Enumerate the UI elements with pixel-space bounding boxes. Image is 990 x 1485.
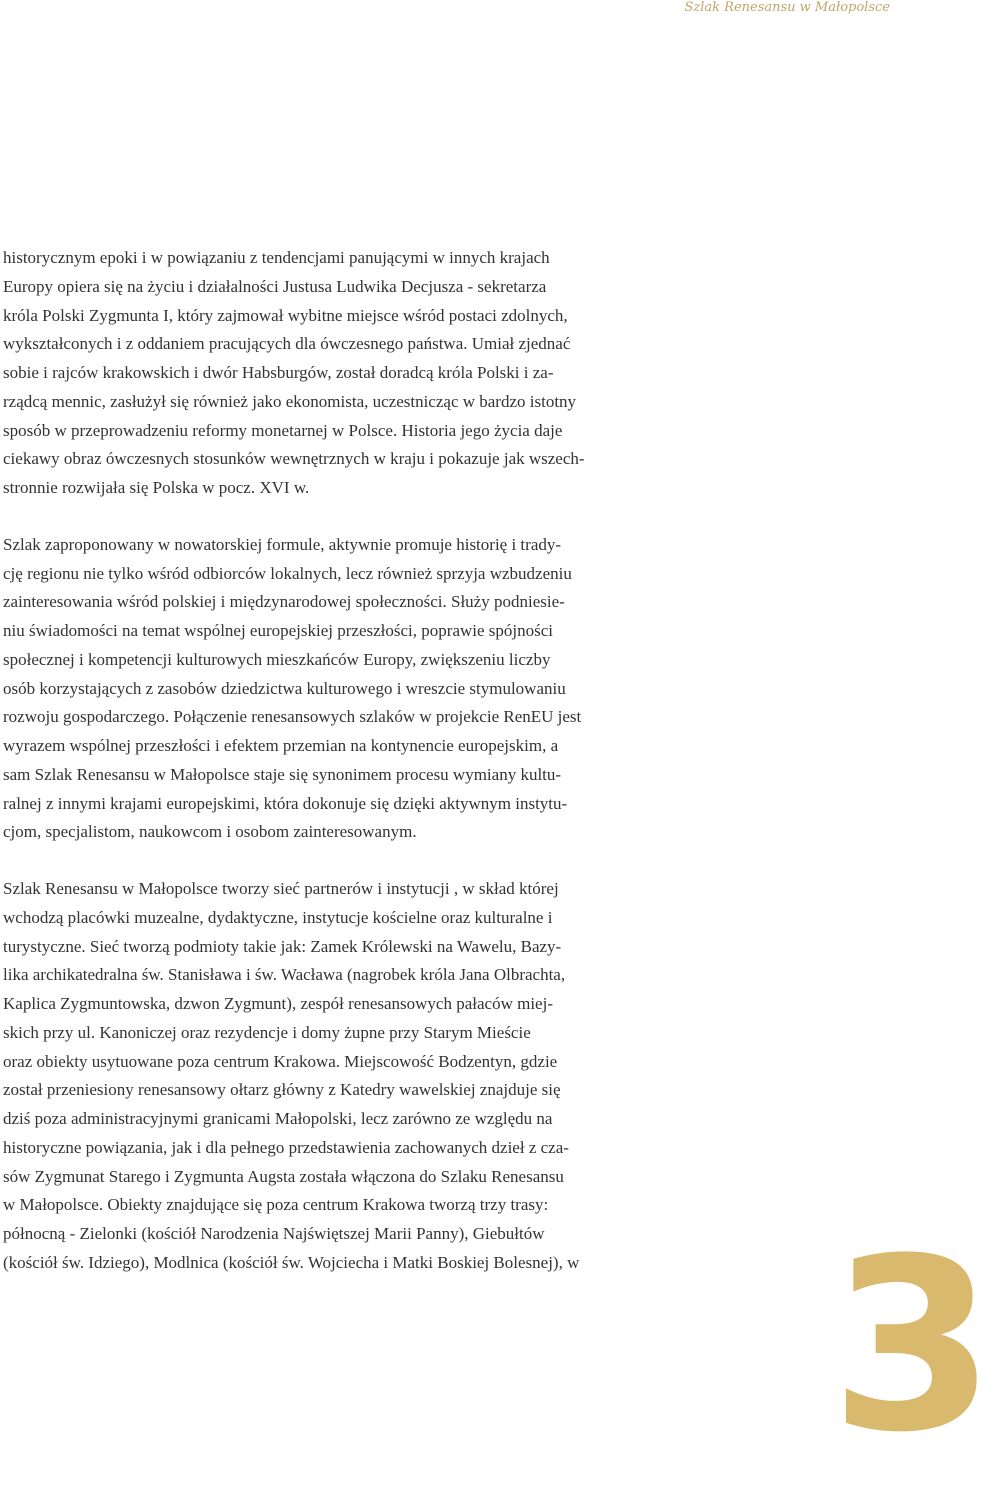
body-text [3,244,663,1306]
paragraph-partner-network: Szlak Renesansu w Małopolsce tworzy sieć partnerów i instytucji , w skład której wchodzą placówki muzealne, dydaktyczne, instytucje kościelne oraz kulturalne i turystyczne. Sieć tworzą podmioty takie jak: Zamek Królewski na Wawelu, Bazy- lika archikatedralna św. Stanisława i św. Wacława (nagrobek króla Jana Olbrachta, Kaplica Zygmuntowska, dzwon Zygmunt), zespół renesansowych pałaców miej- skich przy ul. Kanoniczej oraz rezydencje i domy żupne przy Starym Mieście oraz obiekty usytuowane poza centrum Krakowa. Miejscowość Bodzentyn, gdzie został przeniesiony renesansowy ołtarz główny z Katedry wawelskiej znajduje się dziś poza administracyjnymi granicami Małopolski, lecz zarówno ze względu na historyczne powiązania, jak i dla pełnego przedstawienia zachowanych dzieł z cza- sów Zygmunat Starego i Zygmunta Augsta została włączona do Szlaku Renesansu w Małopolsce. Obiekty znajdujące się poza centrum Krakowa tworzą trzy trasy: północną - Zielonki (kościół Narodzenia Najświętszej Marii Panny), Giebułtów (kościół św. Idziego), Modlnica (kościół św. Wojciecha i Matki Boskiej Bolesnej), w [3,879,580,1272]
paragraph-decjusz: historycznym epoki i w powiązaniu z tendencjami panującymi w innych krajach Europy opiera się na życiu i działalności Justusa Ludwika Decjusza - sekretarza króla Polski Zygmunta I, który zajmował wybitne miejsce wśród postaci zdolnych, wykształconych i z oddaniem pracujących dla ówczesnego państwa. Umiał zjednać sobie i rajców krakowskich i dwór Habsburgów, został doradcą króla Polski i za- rządcą mennic, zasłużył się również jako ekonomista, uczestnicząc w bardzo istotny sposób w przeprowadzeniu reformy monetarnej w Polsce. Historia jego życia daje ciekawy obraz ówczesnych stosunków wewnętrznych w kraju i pokazuje jak wszech- stronnie rozwijała się Polska w pocz. XVI w. [3,248,585,497]
paragraph-szlak-formula: Szlak zaproponowany w nowatorskiej formule, aktywnie promuje historię i trady- cję regionu nie tylko wśród odbiorców lokalnych, lecz również sprzyja wzbudzeniu zainteresowania wśród polskiej i międzynarodowej społeczności. Służy podniesie- niu świadomości na temat wspólnej europejskiej przeszłości, poprawie spójności społecznej i kompetencji kulturowych mieszkańców Europy, zwiększeniu liczby osób korzystających z zasobów dziedzictwa kulturowego i wreszcie stymulowaniu rozwoju gospodarczego. Połączenie renesansowych szlaków w projekcie RenEU jest wyrazem wspólnej przeszłości i efektem przemian na kontynencie europejskim, a sam Szlak Renesansu w Małopolsce staje się synonimem procesu wymiany kultu- ralnej z innymi krajami europejskimi, która dokonuje się dzięki aktywnym instytu- cjom, specjalistom, naukowcom i osobom zainteresowanym. [3,534,582,842]
running-header: Szlak Renesansu w Małopolsce [684,0,890,15]
page-number: 3 [830,1208,990,1485]
